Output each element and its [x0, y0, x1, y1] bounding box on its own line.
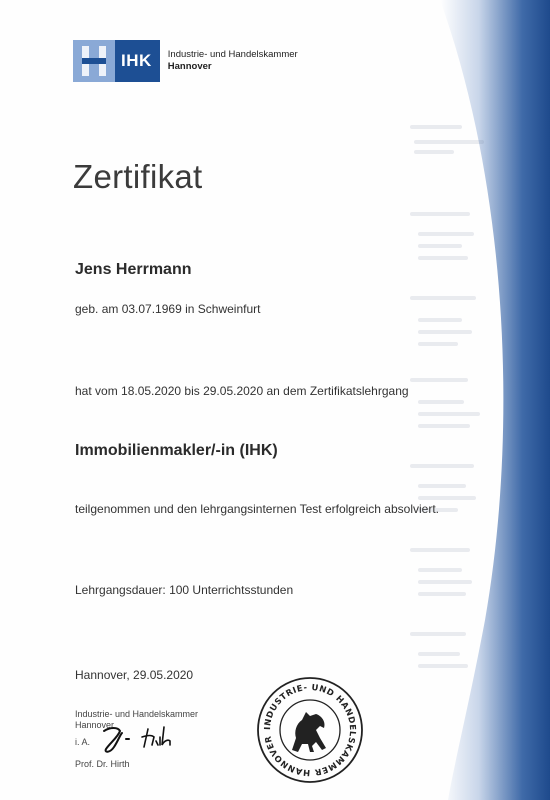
place-and-date: Hannover, 29.05.2020 [75, 668, 194, 682]
horse-icon [292, 712, 326, 752]
signer-name: Prof. Dr. Hirth [75, 759, 130, 769]
logo-organization-name [168, 49, 298, 73]
course-title: Immobilienmakler/-in (IHK) [75, 442, 278, 459]
birth-info: geb. am 03.07.1969 in Schweinfurt [75, 302, 261, 316]
logo-abbreviation: IHK [115, 40, 160, 82]
issuer-line1: Industrie- und Handelskammer [75, 709, 199, 719]
ihk-logo [73, 40, 298, 82]
official-seal [256, 676, 364, 784]
course-duration: Lehrgangsdauer: 100 Unterrichtsstunden [75, 583, 294, 597]
faint-reverse-side-text [406, 0, 546, 800]
recipient-name: Jens Herrmann [75, 261, 192, 278]
certificate-title: Zertifikat [73, 158, 203, 195]
logo-org-line1: Industrie- und Handelskammer [167, 49, 298, 60]
handwritten-signature [96, 721, 186, 757]
issuer-line2: Hannover [75, 720, 115, 730]
on-behalf-marker: i. A. [75, 737, 91, 747]
seal-ring-text: INDUSTRIE- UND HANDELSKAMMER HANNOVER [261, 681, 359, 779]
completion-statement: teilgenommen und den lehrgangsinternen Test erfolgreich absolviert. [75, 502, 440, 516]
logo-org-line2: Hannover [167, 61, 212, 72]
ihk-h-icon [73, 40, 115, 82]
course-period: hat vom 18.05.2020 bis 29.05.2020 an dem Zertifikatslehrgang [75, 384, 409, 398]
